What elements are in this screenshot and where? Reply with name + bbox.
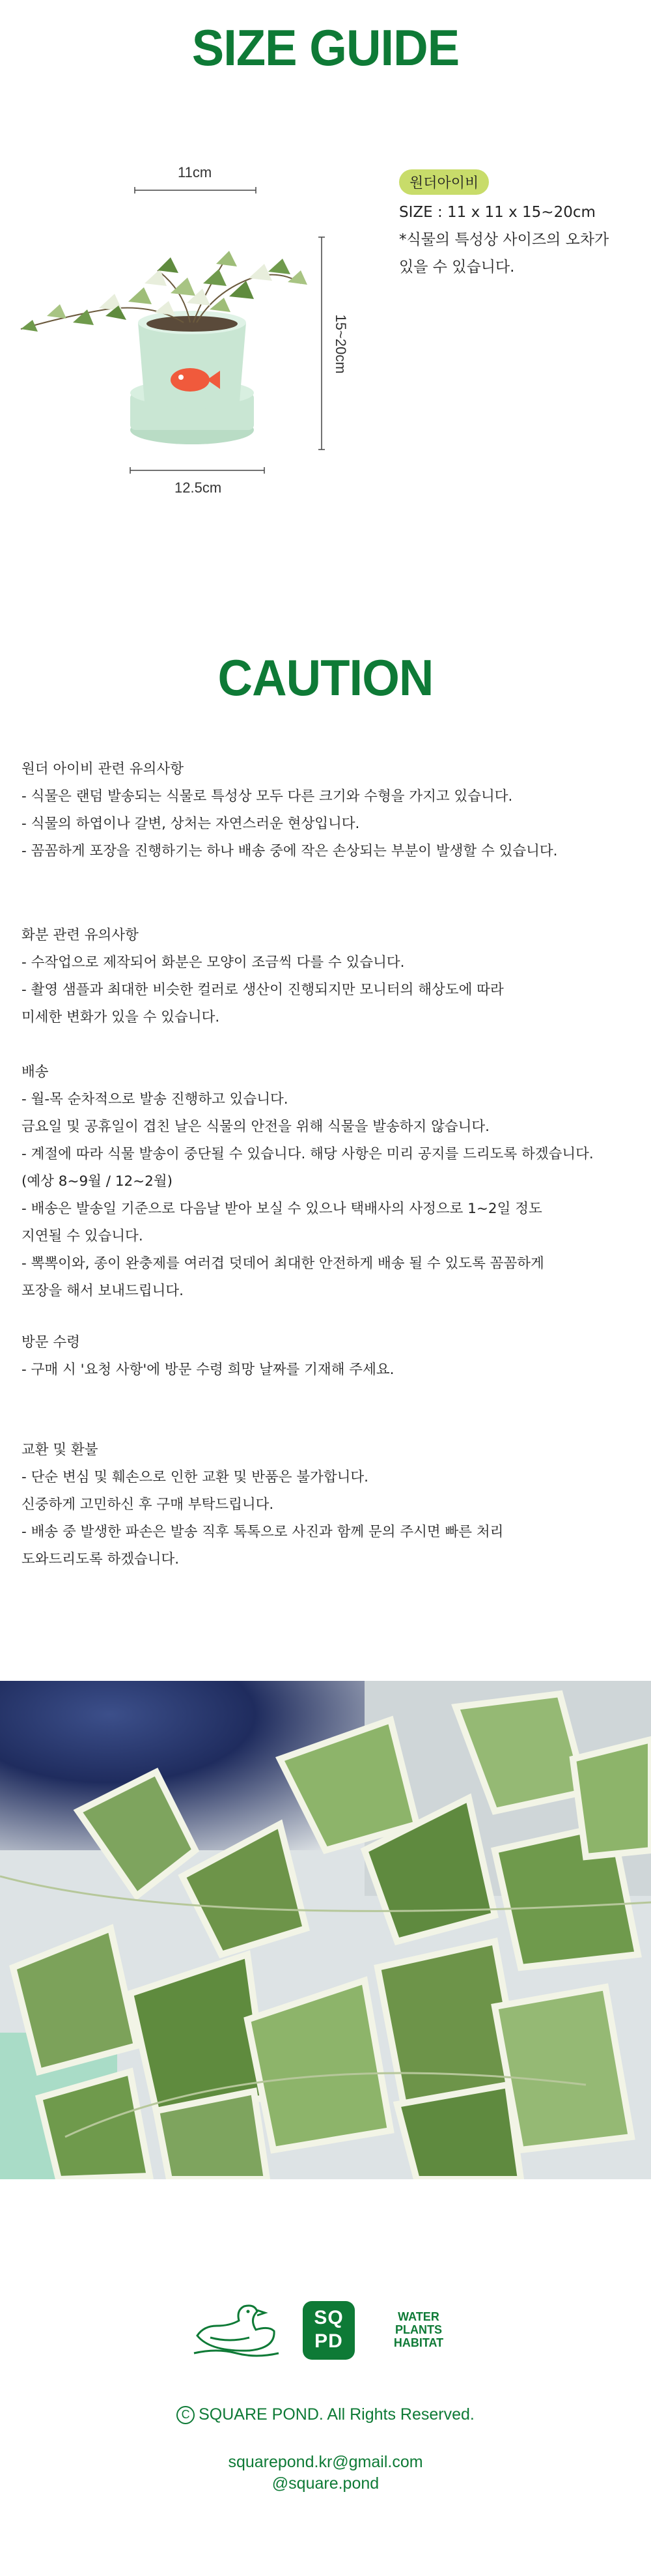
width-top-label: 11cm <box>178 164 212 180</box>
tagline-plants: PLANTS <box>395 2323 442 2336</box>
caution-line: - 뽁뽁이와, 종이 완충제를 여러겹 덧데어 최대한 안전하게 배송 될 수 있도록 꼼꼼하게 <box>21 1255 544 1272</box>
caution-line: - 식물의 하엽이나 갈변, 상처는 자연스러운 현상입니다. <box>21 816 360 832</box>
caution-line: - 월-목 순차적으로 발송 진행하고 있습니다. <box>21 1091 288 1108</box>
product-info <box>399 169 646 281</box>
size-note-line-2: 있을 수 있습니다. <box>399 259 515 276</box>
caution-line: 지연될 수 있습니다. <box>21 1228 143 1244</box>
caution-section-pot <box>21 922 640 1031</box>
width-bottom-dimension-line <box>129 466 266 474</box>
caution-line: - 구매 시 '요청 사항'에 방문 수령 희망 날짜를 기재해 주세요. <box>21 1362 395 1378</box>
caution-line: - 배송은 발송일 기준으로 다음날 받아 보실 수 있으나 택배사의 사정으로 1~2일 정도 <box>21 1201 542 1217</box>
contact-email[interactable]: squarepond.kr@gmail.com <box>228 2453 423 2471</box>
caution-line: (예상 8~9월 / 12~2월) <box>21 1173 173 1190</box>
caution-section-shipping <box>21 1059 640 1305</box>
height-dimension-line <box>318 236 326 451</box>
caution-title: CAUTION <box>217 649 434 706</box>
section-title: 교환 및 환불 <box>21 1442 98 1458</box>
caution-line: - 배송 중 발생한 파손은 발송 직후 톡톡으로 사진과 함께 문의 주시면 빠른 처리 <box>21 1524 504 1540</box>
plant-pot-illustration <box>8 231 314 459</box>
caution-line: - 촬영 샘플과 최대한 비슷한 컬러로 생산이 진행되지만 모니터의 해상도에 따라 <box>21 982 504 998</box>
width-top-dimension-line <box>133 186 257 194</box>
size-note-line-1: *식물의 특성상 사이즈의 오차가 <box>399 231 609 248</box>
caution-line: 도와드리도록 하겠습니다. <box>21 1551 180 1567</box>
caution-line: 금요일 및 공휴일이 겹친 날은 식물의 안전을 위해 식물을 발송하지 않습니다. <box>21 1119 490 1135</box>
caution-line: 미세한 변화가 있을 수 있습니다. <box>21 1009 220 1025</box>
tagline-water: WATER <box>398 2310 439 2323</box>
caution-line: - 수작업으로 제작되어 화분은 모양이 조금씩 다를 수 있습니다. <box>21 954 405 971</box>
width-bottom-label: 12.5cm <box>174 479 222 496</box>
sqpd-logo-text: SQPD <box>314 2307 344 2352</box>
section-title: 배송 <box>21 1064 49 1080</box>
size-guide-title: SIZE GUIDE <box>191 19 460 76</box>
instagram-handle[interactable]: @square.pond <box>271 2474 380 2493</box>
section-title: 방문 수령 <box>21 1334 80 1351</box>
caution-section-pickup <box>21 1329 640 1384</box>
section-title: 화분 관련 유의사항 <box>21 927 139 943</box>
caution-line: - 단순 변심 및 훼손으로 인한 교환 및 반품은 불가합니다. <box>21 1469 369 1485</box>
copyright-text: SQUARE POND. All Rights Reserved. <box>199 2405 475 2424</box>
caution-line: 신중하게 고민하신 후 구매 부탁드립니다. <box>21 1496 274 1513</box>
caution-line: 포장을 해서 보내드립니다. <box>21 1283 184 1299</box>
tagline-block <box>380 2310 458 2349</box>
duck-logo-icon <box>191 2300 282 2358</box>
copyright-icon: C <box>176 2406 195 2424</box>
caution-section-wonder-ivy <box>21 756 640 865</box>
sqpd-logo-badge <box>303 2301 355 2360</box>
section-title: 원더 아이비 관련 유의사항 <box>21 761 184 777</box>
ivy-closeup-photo <box>0 1681 651 2179</box>
copyright-line <box>0 2405 651 2424</box>
caution-section-refund <box>21 1437 640 1573</box>
height-side-label: 15~20cm <box>333 314 349 374</box>
tagline-habitat: HABITAT <box>393 2336 444 2349</box>
caution-line: - 식물은 랜덤 발송되는 식물로 특성상 모두 다른 크기와 수형을 가지고 있습니다. <box>21 788 513 805</box>
caution-line: - 꼼꼼하게 포장을 진행하기는 하나 배송 중에 작은 손상되는 부분이 발생할 수 있습니다. <box>21 843 558 859</box>
product-name-badge: 원더아이비 <box>399 169 489 195</box>
caution-line: - 계절에 따라 식물 발송이 중단될 수 있습니다. 해당 사항은 미리 공지를 드리도록 하겠습니다. <box>21 1146 594 1162</box>
size-spec: SIZE : 11 x 11 x 15~20cm <box>399 204 596 221</box>
